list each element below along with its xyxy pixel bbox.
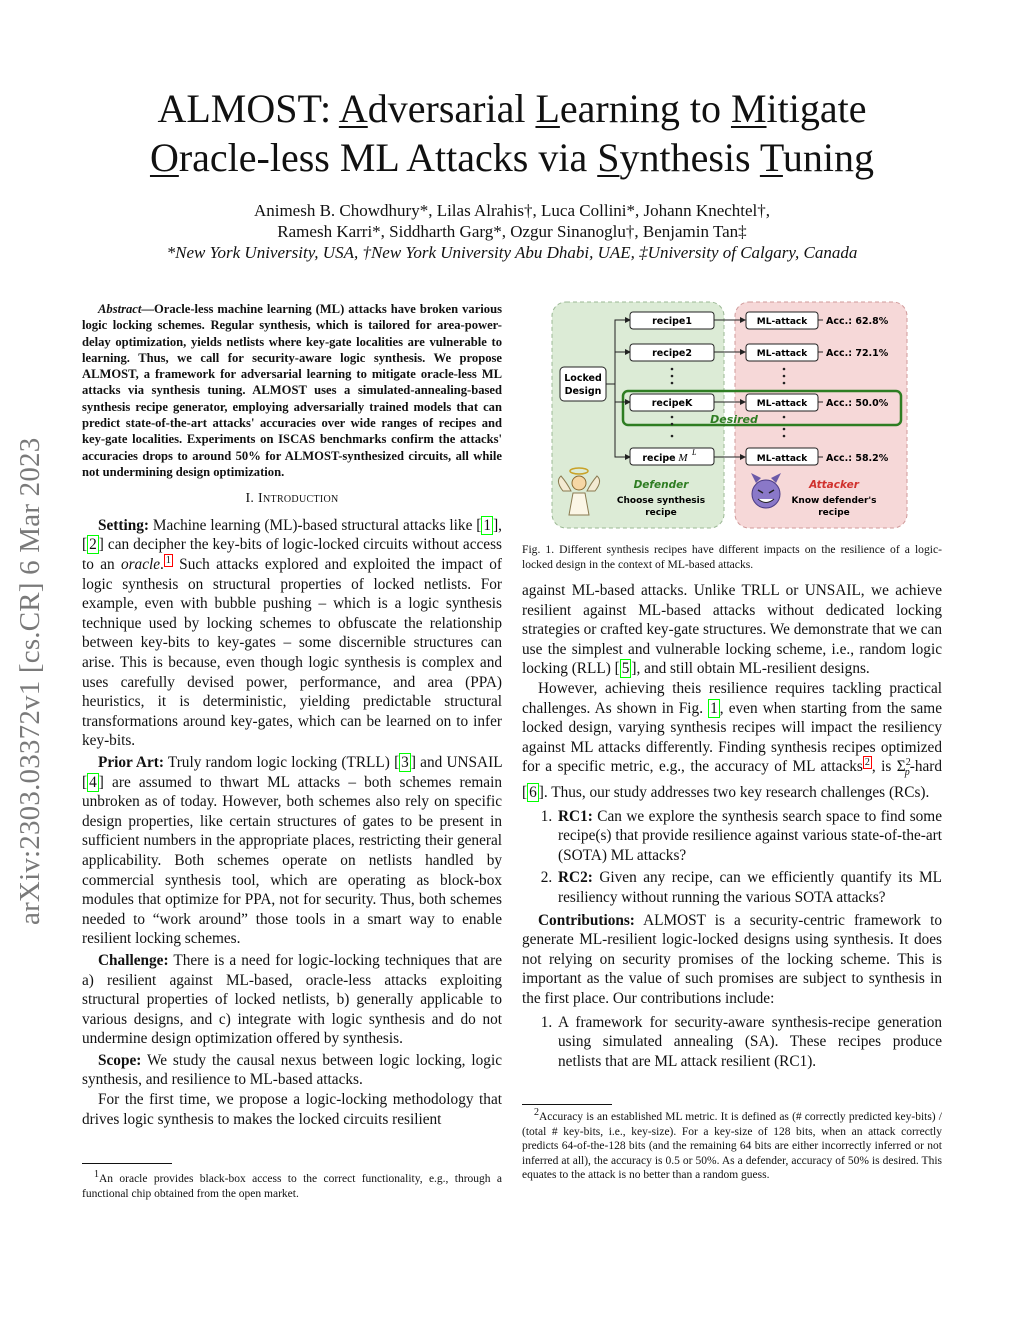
title-text-segment: racle-less ML Attacks via — [178, 135, 598, 180]
attack-l-label: ML-attack — [756, 454, 808, 464]
affiliations: *New York University, USA, †New York University Abu Dhabi, UAE, ‡University of Calgary, Canada — [166, 243, 858, 262]
citation-2-num[interactable]: 2 — [89, 536, 97, 554]
authors-line-2: Ramesh Karri*, Siddharth Garg*, Ozgur Sinanoglu†, Benjamin Tan‡ — [277, 222, 747, 241]
prior-text-a: Truly random logic locking (TRLL) — [163, 753, 395, 771]
footnote-1-mark: 1 — [94, 1169, 99, 1181]
accuracy-2: Acc.: 72.1% — [826, 348, 889, 359]
citation-5[interactable]: [ 5 ] — [614, 660, 637, 678]
footnote-2 — [522, 1107, 942, 1183]
sigma-sub: p — [904, 767, 910, 779]
title-text-segment: uning — [782, 135, 875, 180]
attacker-desc-2: recipe — [818, 508, 850, 518]
paragraph-continued — [522, 581, 942, 679]
desired-label: Desired — [710, 413, 758, 426]
prior-text-c: are assumed to thwart ML attacks – both schemes remain unbroken as of today. However, both schemes also rely on specific design properties, like certain structures of gates to be present in sufficient numbers in the appropriate places, restricting their general applicability. Both schemes operate on netlists handled by commercial synthesis tool, which are operating as block-box modules that optimize for PPA, not for security. Thus, both schemes needed to “work around” those tools in a smart way to enable resilient locking schemes. — [82, 773, 502, 948]
citation-1[interactable]: [ 1 ] — [476, 516, 499, 534]
setting-text-c: Such attacks explored and exploited the impact of logic synthesis on structural properties of locked netlists. For example, even with bubble pushing – which is a logic synthesis technique used by locking schemes to obfuscate the relationship between key-bits to key-gates – some discernible structures can arise. This is because, even though logic synthesis is complex and uses carefully devised power, performance, and area (PPA) heuristics, it is deterministic, yielding predictable structural transformations around key-gates, which can be learned on to infer key-bits. — [82, 556, 502, 750]
title-underlined-initial: O — [149, 135, 179, 180]
attack-2-label: ML-attack — [756, 349, 808, 359]
citation-3-num[interactable]: 3 — [401, 753, 409, 771]
attacker-desc-1: Know defender's — [791, 496, 877, 506]
contributions-list — [522, 1013, 942, 1072]
footnote-1-text: An oracle provides black-box access to the correct functionality, e.g., through a functional chip obtained from the open market. — [82, 1173, 502, 1200]
authors-line-1: Animesh B. Chowdhury*, Lilas Alrahis†, Luca Collini*, Johann Knechtel†, — [253, 201, 771, 220]
p2a-text: However, achieving theis resilience requires tackling practical challenges. As shown in Fig. — [522, 679, 942, 717]
recipe-k-label: recipeK — [651, 398, 693, 409]
paper-title — [70, 84, 954, 182]
footnote-rule-right — [522, 1104, 612, 1105]
rc1-label: RC1: — [558, 807, 593, 825]
section-name: Introduction — [258, 491, 339, 507]
paragraph-first-time: For the first time, we propose a logic-locking methodology that drives logic synthesis to makes the locked circuits resilient — [82, 1091, 502, 1128]
rc2-label: RC2: — [558, 869, 593, 887]
title-text-segment: earning to — [559, 86, 731, 131]
sigma-sup: 2 — [905, 757, 911, 769]
contributions-label: Contributions: — [538, 911, 635, 929]
scope-text: We study the causal nexus between logic locking, logic synthesis, and resilience to ML-based attacks. — [82, 1051, 502, 1089]
author-block — [70, 200, 954, 263]
p2c-text: , is Σ — [871, 758, 906, 776]
research-challenges-list — [522, 807, 942, 908]
scope-label: Scope: — [98, 1051, 142, 1069]
oracle-term: oracle — [120, 556, 161, 574]
defender-desc-2: recipe — [645, 508, 677, 518]
footnote-2-text: Accuracy is an established ML metric. It is defined as (# correctly predicted key-bits) / (total # key-bits, i.e., key-size). For a key-size of 128 bits, when an attack correctly predicts 64-of-the-128 bits (and the remaining 64 bits are either incorrectly inferred or not inferred at all), the accuracy is 0.5 or 50%. As a defender, accuracy of 50% is desired. This equates to the attack is no better than a random guess. — [522, 1111, 942, 1182]
title-underlined-initial: A — [338, 86, 368, 131]
citation-6[interactable]: [ 6 ] — [522, 783, 544, 801]
attack-k-label: ML-attack — [756, 399, 808, 409]
contributions-text: ALMOST is a security-centric framework to generate ML-resilient logic-locked designs using synthesis. It does not relying on security promises of the locking scheme. This is important as the value of such promises are subject to synthesis in the first place. Our contributions include: — [522, 911, 942, 1007]
figure-caption: Fig. 1. Different synthesis recipes have different impacts on the resilience of a logic-locked design in the context of ML-based attacks. — [522, 543, 942, 571]
paragraph-challenge — [82, 951, 502, 1049]
prior-text-b: and UNSAIL — [415, 753, 502, 771]
arxiv-identifier: arXiv:2303.03372v1 [cs.CR] 6 Mar 2023 — [14, 437, 46, 925]
title-text-segment: ALMOST: — [157, 86, 339, 131]
title-underlined-initial: S — [597, 135, 620, 180]
setting-text-b: can decipher the key-bits of logic-locked circuits without access to an — [82, 536, 502, 574]
citation-4-num[interactable]: 4 — [89, 773, 97, 791]
accuracy-l: Acc.: 58.2% — [826, 453, 889, 464]
recipe-l-superscript: L — [692, 448, 697, 457]
citation-5-num[interactable]: 5 — [621, 660, 630, 678]
title-text-segment: itigate — [766, 86, 867, 131]
abstract-label: Abstract — [98, 302, 142, 316]
section-number: I. — [245, 491, 255, 507]
citation-6-num[interactable]: 6 — [529, 783, 537, 801]
locked-label: Locked — [564, 373, 602, 384]
defender-desc-1: Choose synthesis — [616, 496, 706, 506]
paragraph-prior-art — [82, 753, 502, 949]
title-line-2 — [70, 133, 954, 182]
title-text-segment: dversarial — [367, 86, 536, 131]
design-label: Design — [564, 386, 602, 397]
list-item — [556, 868, 942, 907]
right-column — [522, 581, 942, 1074]
footnote-rule-left — [82, 1163, 172, 1164]
list-item: 1. A framework for security-aware synthesis-recipe generation using simulated annealing (SA). These recipes produce netlists that are ML attack resilient (RC1). — [556, 1013, 942, 1072]
recipe-1-label: recipe1 — [652, 316, 692, 327]
rc2-text: Given any recipe, can we efficiently quantify its ML resiliency without running the various SOTA attacks? — [558, 869, 942, 906]
p2b-text: , even when starting from the same locked design, varying synthesis recipes will impact the resiliency against ML attacks differently. Finding synthesis recipes optimized for a specific metric, e.g., the accuracy of ML attacks — [522, 699, 942, 776]
left-column — [82, 301, 502, 1129]
prior-art-label: Prior Art: — [98, 753, 164, 771]
p1b-text: , and still obtain ML-resilient designs. — [636, 660, 870, 678]
attack-1-label: ML-attack — [756, 317, 808, 327]
figure-ref-num[interactable]: 1 — [710, 699, 718, 717]
p2d-text: -hard — [909, 758, 942, 776]
paragraph-scope — [82, 1051, 502, 1090]
paragraph-contributions — [522, 911, 942, 1009]
abstract — [82, 301, 502, 480]
list-item — [556, 807, 942, 866]
footnote-ref-1[interactable]: 1 — [165, 554, 171, 566]
defender-label: Defender — [633, 479, 689, 491]
accuracy-k: Acc.: 50.0% — [826, 398, 889, 409]
figure-1 — [551, 301, 908, 529]
paragraph-setting: Setting: Machine learning (ML)-based structural attacks like [ 1 ], [ 2 ] can decipher the key-bits of logic-locked circuits without access to an oracle. $^1$ Such attacks explored and exploited the impact of logic synthesis on structural properties of locked netlists. For example, even with bubble pushing – which is a logic synthesis technique used by locking schemes to obfuscate the relationship between key-bits to key-gates – some discernible structures can arise. This is because, even though logic synthesis is complex and uses carefully devised power, performance, and area (PPA) heuristics, it is deterministic, yielding predictable structural transformations around key-gates, which can be learned on to infer key-bits. — [82, 516, 502, 750]
title-line-1 — [70, 84, 954, 133]
recipe-l-label: recipe — [642, 453, 676, 464]
p2e-text: . Thus, our study addresses two key research challenges (RCs). — [543, 783, 930, 801]
citation-4[interactable]: [ 4 ] — [82, 773, 104, 791]
p1-text: against ML-based attacks. Unlike TRLL or UNSAIL, we achieve resilient against ML-based attacks without dedicated locking strategies or crafted key-gate structures. We demonstrate that we can use the simplest and vulnerable locking scheme, i.e., random logic locking (RLL) — [522, 582, 942, 678]
setting-text-a: Machine learning (ML)-based structural attacks like — [149, 516, 477, 534]
title-underlined-initial: M — [730, 86, 767, 131]
challenge-label: Challenge: — [98, 951, 169, 969]
title-underlined-initial: L — [535, 86, 560, 131]
setting-label: Setting: — [98, 516, 149, 534]
citation-2[interactable]: [ 2 ] — [82, 536, 104, 554]
rc1-text: Can we explore the synthesis search space to find some recipe(s) that provide resilience against various state-of-the-art (SOTA) ML attacks? — [558, 807, 942, 864]
footnote-2-mark: 2 — [534, 1107, 539, 1119]
section-heading-introduction — [82, 489, 502, 509]
accuracy-1: Acc.: 62.8% — [826, 316, 889, 327]
paragraph-challenges — [522, 679, 942, 803]
figure-ref-1[interactable] — [708, 699, 720, 718]
challenge-text: There is a need for logic-locking techniques that are a) resilient against ML-based, oracle-less attacks exploiting structural properties of locked netlists, b) generally applicable to various designs, and c) integrate with logic synthesis and do not undermine design optimization offered by synthesis. — [82, 951, 502, 1048]
title-underlined-initial: T — [759, 135, 783, 180]
attacker-label: Attacker — [809, 479, 859, 491]
citation-1-num[interactable]: 1 — [483, 516, 492, 534]
title-text-segment: ynthesis — [619, 135, 760, 180]
footnote-ref-2[interactable]: 2 — [864, 757, 870, 769]
abstract-text: —Oracle-less machine learning (ML) attacks have broken various logic locking schemes. Regular synthesis, which is tailored for area-power-delay optimization, yields netlists where key-gate localities are vulnerable to learning. Thus, we call for security-aware logic synthesis. We propose ALMOST, a framework for adversarial learning to mitigate oracle-less ML attacks via synthesis tuning. ALMOST uses a simulated-annealing-based synthesis recipe generator, employing adversarially trained models that can predict state-of-the-art attacks' accuracies over wide ranges of recipes and key-gate localities. Experiments on ISCAS benchmarks confirm the attacks' accuracies drops to around 50% for ALMOST-synthesized circuits, all while not undermining design optimization. — [82, 302, 502, 479]
citation-3[interactable]: [ 3 ] — [394, 753, 416, 771]
recipe-l-symbol: M — [678, 452, 688, 464]
footnote-1 — [82, 1169, 502, 1201]
recipe-2-label: recipe2 — [652, 348, 692, 359]
